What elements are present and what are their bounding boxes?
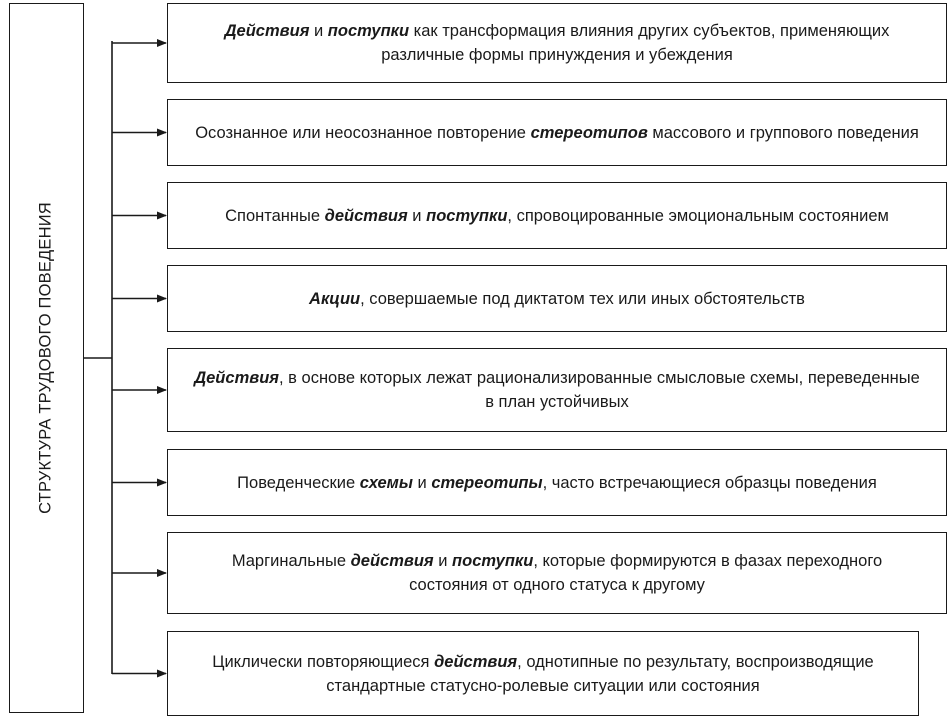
text-line [212, 674, 873, 698]
text-line [194, 366, 920, 390]
text-line [232, 573, 882, 597]
text-run: , в основе которых лежат рационализированные смысловые схемы, переведенные [279, 369, 920, 387]
text-run: , которые формируются в фазах переходного [533, 552, 883, 570]
text-run: Спонтанные [225, 206, 325, 225]
text-line [195, 121, 919, 145]
behavior-item-text [195, 121, 919, 145]
emphasis-term: стереотипов [530, 123, 648, 142]
text-run: стандартные статусно-ролевые ситуации или состояния [326, 676, 760, 695]
text-run: состояния от одного статуса к другому [409, 576, 705, 594]
structure-title: СТРУКТУРА ТРУДОВОГО ПОВЕДЕНИЯ [36, 202, 55, 514]
text-run: как трансформация влияния других субъектов, применяющих [409, 22, 890, 40]
emphasis-term: поступки [452, 552, 534, 570]
behavior-item-text [225, 19, 890, 67]
text-run: и [309, 22, 328, 40]
text-run: в план устойчивых [485, 393, 629, 411]
emphasis-term: стереотипы [431, 473, 543, 492]
behavior-item-text [309, 287, 805, 311]
text-run: Поведенческие [237, 473, 360, 492]
behavior-item-text [225, 204, 889, 228]
emphasis-term: поступки [426, 206, 508, 225]
text-run: , спровоцированные эмоциональным состоянием [507, 206, 889, 225]
emphasis-term: действия [350, 552, 434, 570]
text-line [309, 287, 805, 311]
emphasis-term: схемы [359, 473, 413, 492]
behavior-item-box [167, 182, 947, 249]
emphasis-term: действия [324, 206, 408, 225]
text-line [225, 43, 890, 67]
text-run: , часто встречающиеся образцы поведения [542, 473, 877, 492]
text-run: массового и группового поведения [647, 123, 919, 142]
emphasis-term: поступки [327, 22, 410, 40]
text-run: Циклически повторяющиеся [212, 652, 435, 671]
text-run: , однотипные по результату, воспроизводящие [517, 652, 874, 671]
emphasis-term: Действия [224, 22, 310, 40]
text-line [232, 549, 882, 573]
behavior-item-text [212, 650, 873, 698]
emphasis-term: Действия [194, 369, 279, 387]
text-line [194, 390, 920, 414]
behavior-item-box [167, 348, 947, 432]
text-run: Маргинальные [231, 552, 351, 570]
behavior-item-box [167, 3, 947, 83]
text-run: и [412, 473, 432, 492]
behavior-item-box [167, 449, 947, 516]
behavior-item-text [232, 549, 882, 597]
text-run: Осознанное или неосознанное повторение [195, 123, 531, 142]
emphasis-term: Акции [309, 289, 361, 308]
text-line [237, 471, 877, 495]
text-run: различные формы принуждения и убеждения [381, 46, 733, 64]
text-run: , совершаемые под диктатом тех или иных обстоятельств [360, 289, 805, 308]
text-line [212, 650, 873, 674]
behavior-item-text [194, 366, 920, 414]
text-line [225, 204, 889, 228]
text-line [225, 19, 890, 43]
behavior-item-box [167, 265, 947, 332]
behavior-item-box [167, 99, 947, 166]
emphasis-term: действия [434, 652, 518, 671]
text-run: и [407, 206, 427, 225]
behavior-item-box [167, 631, 919, 716]
text-run: и [433, 552, 453, 570]
behavior-item-text [237, 471, 877, 495]
behavior-item-box [167, 532, 947, 614]
